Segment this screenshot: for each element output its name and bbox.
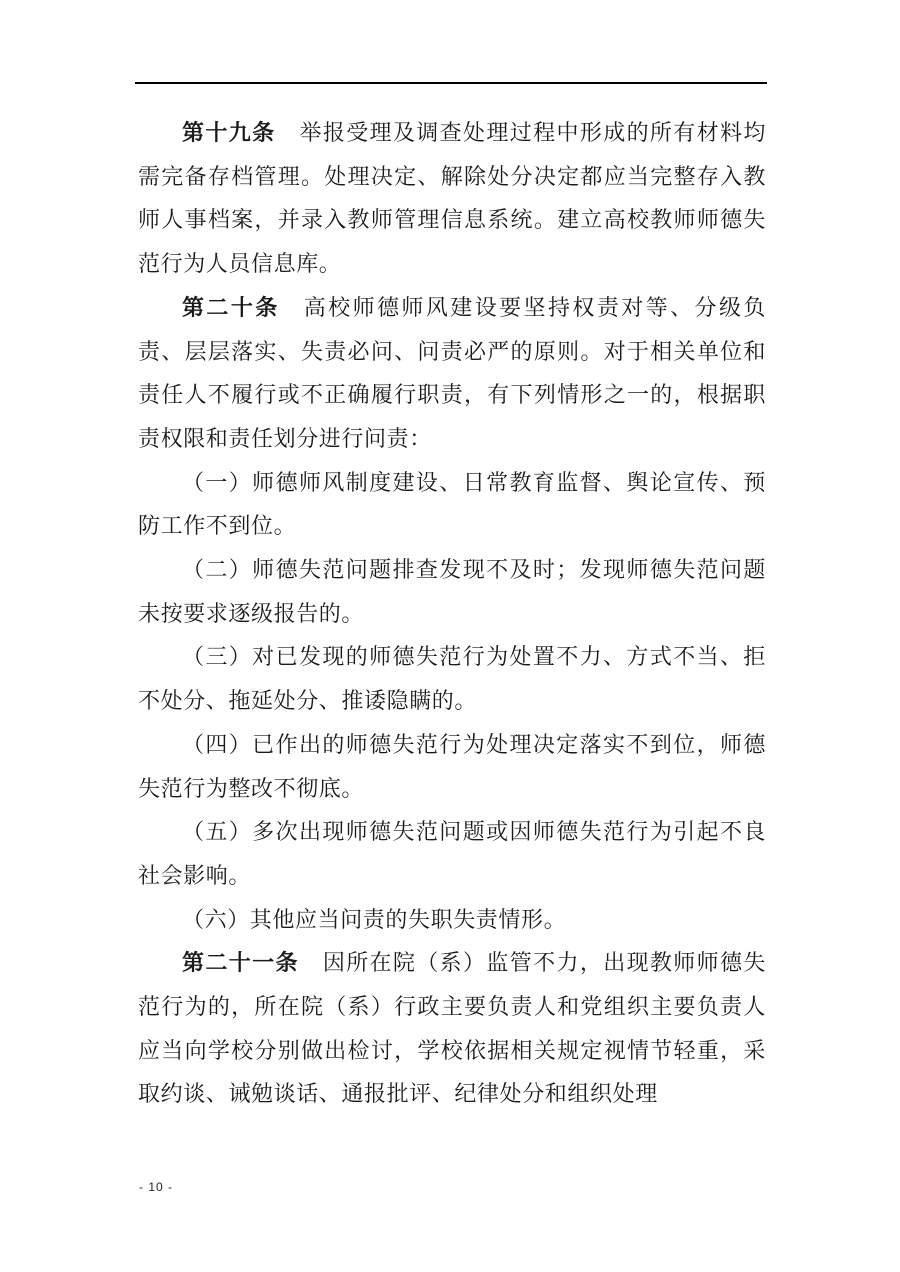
paragraph-text: （五）多次出现师德失范问题或因师德失范行为引起不良社会影响。 bbox=[138, 820, 766, 889]
paragraph-text: 因所在院（系）监管不力，出现教师师德失范行为的，所在院（系）行政主要负责人和党组织主要负责人应当向学校分别做出检讨，学校依据相关规定视情节轻重，采取约谈、诫勉谈话、通报批评、纪律处分和组织处理 bbox=[138, 951, 766, 1108]
paragraph-article-20 bbox=[138, 287, 766, 462]
header-rule bbox=[135, 82, 767, 84]
article-number: 第十九条 bbox=[182, 120, 276, 146]
document-body bbox=[138, 112, 766, 1117]
paragraph-text: （六）其他应当问责的失职失责情形。 bbox=[182, 907, 567, 933]
paragraph-text: （一）师德师风制度建设、日常教育监督、舆论宣传、预防工作不到位。 bbox=[138, 470, 766, 540]
paragraph-text: 举报受理及调查处理过程中形成的所有材料均需完备存档管理。处理决定、解除处分决定都应当完整存入教师人事档案，并录入教师管理信息系统。建立高校教师师德失范行为人员信息库。 bbox=[138, 121, 766, 278]
page-number: - 10 - bbox=[139, 1180, 174, 1194]
list-item bbox=[138, 462, 766, 549]
list-item bbox=[138, 636, 766, 723]
article-number: 第二十一条 bbox=[182, 950, 299, 977]
paragraph-text: 高校师德师风建设要坚持权责对等、分级负责、层层落实、失责必问、问责必严的原则。对于相关单位和责任人不履行或不正确履行职责，有下列情形之一的，根据职责权限和责任划分进行问责： bbox=[138, 295, 767, 452]
list-item bbox=[138, 899, 766, 943]
paragraph-text: （三）对已发现的师德失范行为处置不力、方式不当、拒不处分、拖延处分、推诿隐瞒的。 bbox=[138, 645, 766, 715]
list-item bbox=[138, 724, 766, 811]
article-number: 第二十条 bbox=[182, 294, 280, 321]
list-item bbox=[138, 811, 766, 898]
paragraph-text: （二）师德失范问题排查发现不及时；发现师德失范问题未按要求逐级报告的。 bbox=[138, 558, 766, 627]
paragraph-text: （四）已作出的师德失范行为处理决定落实不到位，师德失范行为整改不彻底。 bbox=[138, 732, 766, 802]
list-item bbox=[138, 549, 766, 636]
paragraph-article-19 bbox=[138, 112, 766, 287]
paragraph-article-21 bbox=[138, 942, 766, 1117]
